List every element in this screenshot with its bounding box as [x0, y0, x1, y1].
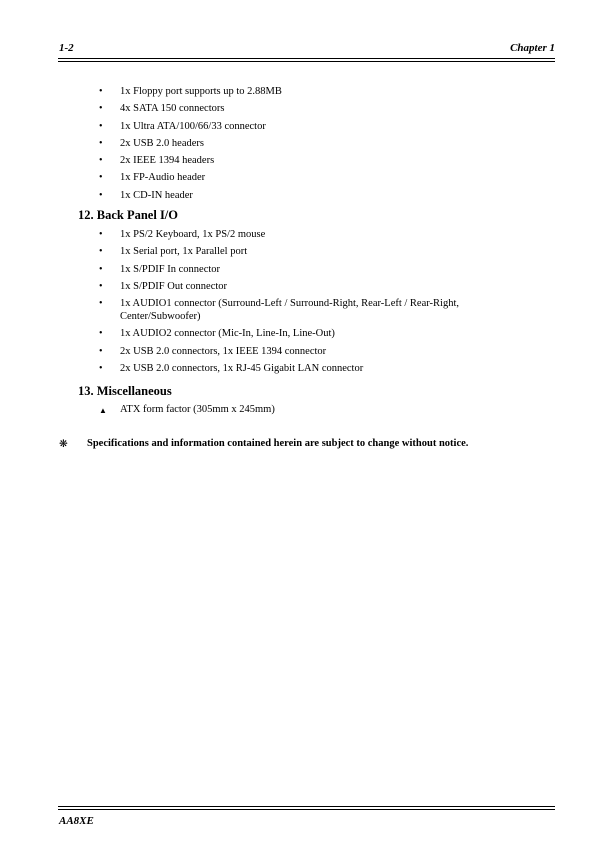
bullet-icon: •: [99, 280, 103, 292]
bullet-icon: •: [99, 345, 103, 357]
bullet-icon: •: [99, 155, 103, 167]
bullet-icon: •: [99, 229, 103, 240]
bullet-icon: •: [99, 137, 103, 149]
list-item: ▲ ATX form factor (305mm x 245mm): [99, 404, 275, 415]
triangle-bullet-icon: ▲: [99, 406, 107, 415]
bullet-icon: •: [99, 246, 103, 258]
footer-rule-thin: [58, 809, 555, 810]
list-item: • 1x S/PDIF Out connector: [99, 280, 228, 292]
list-item: • 1x CD-IN header: [99, 189, 193, 201]
miscellaneous-list: [99, 403, 519, 420]
bullet-icon: •: [99, 328, 103, 340]
section-title-back-panel: 12. Back Panel I/O: [78, 208, 179, 222]
list-item: • 1x S/PDIF In connector: [99, 263, 221, 275]
list-item: • 1x PS/2 Keyboard, 1x PS/2 mouse: [99, 229, 266, 240]
connector-list: [99, 85, 519, 206]
section-title-miscellaneous: 13. Miscellaneous: [78, 384, 172, 398]
bullet-icon: •: [99, 120, 103, 132]
list-item: • 1x Floppy port supports up to 2.88MB: [99, 86, 282, 97]
list-item: • 1x Serial port, 1x Parallel port: [99, 246, 248, 258]
list-item: • 1x AUDIO2 connector (Mic-In, Line-In, Line-Out): [99, 328, 335, 340]
list-item: • 2x USB 2.0 connectors, 1x IEEE 1394 connector: [99, 345, 327, 357]
bullet-icon: •: [99, 298, 103, 310]
footer-model: AA8XE: [59, 815, 94, 827]
header-rule: [58, 58, 555, 59]
list-item: • 2x USB 2.0 connectors, 1x RJ-45 Gigabit LAN connector: [99, 363, 364, 375]
list-item: • 1x AUDIO1 connector (Surround-Left / Surround-Right, Rear-Left / Rear-Right, Center/Subwoofer): [99, 298, 459, 323]
bullet-icon: •: [99, 103, 103, 115]
back-panel-list: [99, 228, 519, 379]
list-item: • 2x IEEE 1394 headers: [99, 155, 215, 167]
asterisk-icon: ❋: [59, 439, 68, 450]
bullet-icon: •: [99, 172, 103, 184]
list-item: • 1x FP-Audio header: [99, 172, 206, 184]
list-item: • 1x Ultra ATA/100/66/33 connector: [99, 120, 266, 132]
footer-rule: [58, 806, 555, 807]
header-chapter: Chapter 1: [510, 42, 555, 54]
list-item: • 2x USB 2.0 headers: [99, 137, 204, 149]
bullet-icon: •: [99, 86, 103, 97]
list-item: • 4x SATA 150 connectors: [99, 103, 225, 115]
header-rule-thin: [58, 61, 555, 62]
header-page-number: 1-2: [59, 42, 74, 54]
bullet-icon: •: [99, 363, 103, 375]
bullet-icon: •: [99, 263, 103, 275]
bullet-icon: •: [99, 189, 103, 201]
notice-text: Specifications and information contained herein are subject to change without notice.: [87, 438, 469, 449]
